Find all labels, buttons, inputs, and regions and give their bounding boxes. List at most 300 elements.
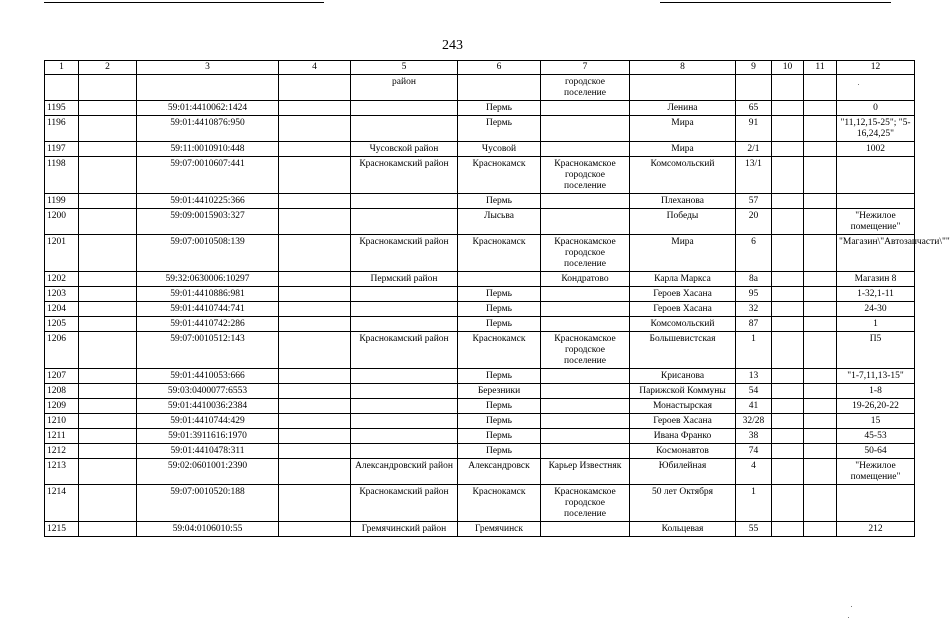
table-cell-col-9: 1 bbox=[736, 485, 772, 522]
table-cell-col-4 bbox=[279, 142, 351, 157]
table-cell-col-4 bbox=[279, 429, 351, 444]
table-cell-col-5: Краснокамский район bbox=[351, 157, 458, 194]
table-cell-col-2 bbox=[79, 287, 137, 302]
table-cell-col-3: 59:01:4410742:286 bbox=[137, 317, 279, 332]
table-cell-col-7 bbox=[541, 194, 630, 209]
table-cell-col-12: "11,12,15-25"; "5-16,24,25" bbox=[837, 116, 915, 142]
top-rule-right bbox=[660, 2, 891, 3]
table-cell-col-12: "Нежилое помещение" bbox=[837, 209, 915, 235]
table-cell-col-12: 15 bbox=[837, 414, 915, 429]
table-cell-col-10 bbox=[772, 194, 804, 209]
table-cell-col-2 bbox=[79, 522, 137, 537]
table-cell-col-4 bbox=[279, 414, 351, 429]
table-cell-col-10 bbox=[772, 444, 804, 459]
table-row bbox=[45, 485, 915, 522]
table-cell-col-3: 59:01:4410036:2384 bbox=[137, 399, 279, 414]
table-cell-col-3: 59:04:0106010:55 bbox=[137, 522, 279, 537]
table-cell-col-1: 1203 bbox=[45, 287, 79, 302]
table-cell-col-4 bbox=[279, 75, 351, 101]
table-cell-col-5 bbox=[351, 317, 458, 332]
table-cell-col-6: Краснокамск bbox=[458, 485, 541, 522]
table-cell-col-1: 1196 bbox=[45, 116, 79, 142]
table-cell-col-12: Магазин 8 bbox=[837, 272, 915, 287]
table-cell-col-4 bbox=[279, 209, 351, 235]
table-cell-col-1: 1198 bbox=[45, 157, 79, 194]
table-cell-col-11 bbox=[804, 142, 837, 157]
table-cell-col-9: 32 bbox=[736, 302, 772, 317]
table-cell-col-11 bbox=[804, 399, 837, 414]
table-cell-col-2 bbox=[79, 235, 137, 272]
table-cell-col-8: Героев Хасана bbox=[630, 302, 736, 317]
table-row bbox=[45, 157, 915, 194]
table-cell-col-11 bbox=[804, 209, 837, 235]
table-cell-col-9: 4 bbox=[736, 459, 772, 485]
table-cell-col-1: 1199 bbox=[45, 194, 79, 209]
table-cell-col-7 bbox=[541, 287, 630, 302]
table-cell-col-4 bbox=[279, 522, 351, 537]
table-cell-col-7 bbox=[541, 142, 630, 157]
table-cell-col-11 bbox=[804, 235, 837, 272]
table-cell-col-1: 1209 bbox=[45, 399, 79, 414]
table-cell-col-4 bbox=[279, 399, 351, 414]
table-cell-col-2 bbox=[79, 444, 137, 459]
table-cell-col-6: Чусовой bbox=[458, 142, 541, 157]
table-cell-col-4 bbox=[279, 194, 351, 209]
table-cell-col-10 bbox=[772, 459, 804, 485]
table-cell-col-11 bbox=[804, 157, 837, 194]
table-cell-col-8: 50 лет Октября bbox=[630, 485, 736, 522]
table-cell-col-4 bbox=[279, 116, 351, 142]
table-cell-col-11 bbox=[804, 522, 837, 537]
table-cell-col-1: 1200 bbox=[45, 209, 79, 235]
table-cell-col-2 bbox=[79, 414, 137, 429]
table-cell-col-10 bbox=[772, 235, 804, 272]
table-cell-col-3: 59:01:4410744:429 bbox=[137, 414, 279, 429]
table-cell-col-3: 59:07:0010512:143 bbox=[137, 332, 279, 369]
table-cell-col-5: Краснокамский район bbox=[351, 485, 458, 522]
table-cell-col-5: район bbox=[351, 75, 458, 101]
table-cell-col-5 bbox=[351, 302, 458, 317]
table-cell-col-6: Краснокамск bbox=[458, 332, 541, 369]
table-cell-col-2 bbox=[79, 429, 137, 444]
table-cell-col-9: 91 bbox=[736, 116, 772, 142]
table-cell-col-3: 59:07:0010607:441 bbox=[137, 157, 279, 194]
table-cell-col-12: 212 bbox=[837, 522, 915, 537]
table-cell-col-10 bbox=[772, 272, 804, 287]
table-cell-col-8: Крисанова bbox=[630, 369, 736, 384]
table-row bbox=[45, 332, 915, 369]
column-header-12: 12 bbox=[837, 61, 915, 75]
table-cell-col-5 bbox=[351, 194, 458, 209]
page-number: 243 bbox=[442, 38, 463, 53]
table-cell-col-7 bbox=[541, 414, 630, 429]
table-cell-col-4 bbox=[279, 302, 351, 317]
table-cell-col-7 bbox=[541, 317, 630, 332]
table-cell-col-8: Мира bbox=[630, 116, 736, 142]
table-cell-col-6: Пермь bbox=[458, 194, 541, 209]
table-row bbox=[45, 209, 915, 235]
table-cell-col-2 bbox=[79, 399, 137, 414]
table-cell-col-3: 59:01:4410876:950 bbox=[137, 116, 279, 142]
top-rule-left bbox=[44, 2, 324, 3]
table-cell-col-8: Парижской Коммуны bbox=[630, 384, 736, 399]
table-cell-col-3: 59:01:4410478:311 bbox=[137, 444, 279, 459]
table-cell-col-5 bbox=[351, 444, 458, 459]
table-cell-col-7 bbox=[541, 399, 630, 414]
table-cell-col-1: 1205 bbox=[45, 317, 79, 332]
table-cell-col-11 bbox=[804, 429, 837, 444]
table-cell-col-6: Краснокамск bbox=[458, 157, 541, 194]
table-cell-col-3: 59:11:0010910:448 bbox=[137, 142, 279, 157]
table-cell-col-1: 1204 bbox=[45, 302, 79, 317]
column-header-8: 8 bbox=[630, 61, 736, 75]
table-cell-col-11 bbox=[804, 317, 837, 332]
table-cell-col-10 bbox=[772, 384, 804, 399]
table-cell-col-9: 87 bbox=[736, 317, 772, 332]
table-cell-col-2 bbox=[79, 142, 137, 157]
table-cell-col-7 bbox=[541, 116, 630, 142]
table-cell-col-11 bbox=[804, 287, 837, 302]
table-cell-col-4 bbox=[279, 369, 351, 384]
table-cell-col-5 bbox=[351, 429, 458, 444]
table-row bbox=[45, 399, 915, 414]
table-cell-col-9: 8а bbox=[736, 272, 772, 287]
table-cell-col-1: 1195 bbox=[45, 101, 79, 116]
table-cell-col-8: Героев Хасана bbox=[630, 414, 736, 429]
table-cell-col-3: 59:01:3911616:1970 bbox=[137, 429, 279, 444]
table-cell-col-5: Пермский район bbox=[351, 272, 458, 287]
table-cell-col-6: Пермь bbox=[458, 116, 541, 142]
table-cell-col-7: городское поселение bbox=[541, 75, 630, 101]
table-cell-col-4 bbox=[279, 157, 351, 194]
table-row bbox=[45, 194, 915, 209]
table-cell-col-11 bbox=[804, 272, 837, 287]
table-cell-col-7 bbox=[541, 302, 630, 317]
table-cell-col-5 bbox=[351, 287, 458, 302]
table-cell-col-8: Комсомольский bbox=[630, 157, 736, 194]
table-row bbox=[45, 302, 915, 317]
table-cell-col-9 bbox=[736, 75, 772, 101]
table-cell-col-6: Краснокамск bbox=[458, 235, 541, 272]
table-cell-col-3: 59:01:4410744:741 bbox=[137, 302, 279, 317]
table-cell-col-5 bbox=[351, 116, 458, 142]
table-cell-col-1: 1215 bbox=[45, 522, 79, 537]
table-cell-col-9: 54 bbox=[736, 384, 772, 399]
table-cell-col-1: 1207 bbox=[45, 369, 79, 384]
scan-speck bbox=[848, 617, 849, 618]
table-cell-col-9: 65 bbox=[736, 101, 772, 116]
column-header-6: 6 bbox=[458, 61, 541, 75]
table-cell-col-11 bbox=[804, 384, 837, 399]
table-cell-col-2 bbox=[79, 459, 137, 485]
table-cell-col-9: 57 bbox=[736, 194, 772, 209]
table-cell-col-12: 24-30 bbox=[837, 302, 915, 317]
table-cell-col-2 bbox=[79, 101, 137, 116]
table-cell-col-10 bbox=[772, 317, 804, 332]
table-cell-col-10 bbox=[772, 485, 804, 522]
table-cell-col-12: 0 bbox=[837, 101, 915, 116]
table-row bbox=[45, 235, 915, 272]
table-cell-col-10 bbox=[772, 75, 804, 101]
table-cell-col-7: Краснокамское городское поселение bbox=[541, 235, 630, 272]
table-cell-col-12 bbox=[837, 75, 915, 101]
table-row bbox=[45, 429, 915, 444]
column-header-4: 4 bbox=[279, 61, 351, 75]
table-cell-col-12: 50-64 bbox=[837, 444, 915, 459]
table-cell-col-11 bbox=[804, 116, 837, 142]
table-cell-col-10 bbox=[772, 209, 804, 235]
table-cell-col-12: 19-26,20-22 bbox=[837, 399, 915, 414]
table-row bbox=[45, 272, 915, 287]
table-cell-col-4 bbox=[279, 332, 351, 369]
table-cell-col-4 bbox=[279, 444, 351, 459]
column-header-10: 10 bbox=[772, 61, 804, 75]
table-row bbox=[45, 522, 915, 537]
table-cell-col-10 bbox=[772, 302, 804, 317]
table-cell-col-9: 95 bbox=[736, 287, 772, 302]
column-header-3: 3 bbox=[137, 61, 279, 75]
table-cell-col-6: Пермь bbox=[458, 369, 541, 384]
table-cell-col-8: Плеханова bbox=[630, 194, 736, 209]
table-cell-col-5 bbox=[351, 209, 458, 235]
table-cell-col-12 bbox=[837, 194, 915, 209]
table-cell-col-6: Гремячинск bbox=[458, 522, 541, 537]
table-cell-col-2 bbox=[79, 116, 137, 142]
table-body bbox=[45, 75, 950, 537]
table-cell-col-8: Героев Хасана bbox=[630, 287, 736, 302]
table-cell-col-2 bbox=[79, 369, 137, 384]
table-cell-col-6: Пермь bbox=[458, 414, 541, 429]
table-cell-col-1: 1214 bbox=[45, 485, 79, 522]
table-cell-col-8: Мира bbox=[630, 142, 736, 157]
table-cell-col-12: "1-7,11,13-15" bbox=[837, 369, 915, 384]
table-cell-col-11 bbox=[804, 101, 837, 116]
table-cell-col-8: Кольцевая bbox=[630, 522, 736, 537]
table-cell-col-2 bbox=[79, 209, 137, 235]
table-cell-col-2 bbox=[79, 332, 137, 369]
table-cell-col-5 bbox=[351, 399, 458, 414]
table-cell-col-7: Кондратово bbox=[541, 272, 630, 287]
table-cell-col-6: Пермь bbox=[458, 287, 541, 302]
table-cell-col-10 bbox=[772, 399, 804, 414]
table-cell-col-6 bbox=[458, 272, 541, 287]
table-row bbox=[45, 384, 915, 399]
table-cell-col-3: 59:32:0630006:10297 bbox=[137, 272, 279, 287]
table-cell-col-9: 1 bbox=[736, 332, 772, 369]
table-cell-col-10 bbox=[772, 287, 804, 302]
table-cell-col-9: 20 bbox=[736, 209, 772, 235]
table-cell-col-3: 59:01:4410062:1424 bbox=[137, 101, 279, 116]
table-row bbox=[45, 116, 915, 142]
table-cell-col-11 bbox=[804, 75, 837, 101]
table-cell-col-4 bbox=[279, 384, 351, 399]
table-cell-col-5 bbox=[351, 384, 458, 399]
table-cell-col-12: 1 bbox=[837, 317, 915, 332]
table-cell-col-6: Пермь bbox=[458, 317, 541, 332]
table-cell-col-12: "Магазин\"Автозапчасти\"" bbox=[837, 235, 915, 272]
table-cell-col-7: Краснокамское городское поселение bbox=[541, 157, 630, 194]
table-cell-col-11 bbox=[804, 414, 837, 429]
table-cell-col-4 bbox=[279, 317, 351, 332]
table-cell-col-8: Победы bbox=[630, 209, 736, 235]
table-cell-col-11 bbox=[804, 485, 837, 522]
table-cell-col-9: 13/1 bbox=[736, 157, 772, 194]
table-cell-col-2 bbox=[79, 75, 137, 101]
table-cell-col-12 bbox=[837, 485, 915, 522]
table-cell-col-2 bbox=[79, 157, 137, 194]
table-cell-col-7 bbox=[541, 384, 630, 399]
table-cell-col-8: Большевистская bbox=[630, 332, 736, 369]
table-cell-col-10 bbox=[772, 142, 804, 157]
table-cell-col-1: 1208 bbox=[45, 384, 79, 399]
table-cell-col-1: 1213 bbox=[45, 459, 79, 485]
table-cell-col-6 bbox=[458, 75, 541, 101]
table-cell-col-4 bbox=[279, 485, 351, 522]
table-cell-col-12 bbox=[837, 157, 915, 194]
table-cell-col-8: Ивана Франко bbox=[630, 429, 736, 444]
registry-table bbox=[44, 60, 950, 537]
table-cell-col-5 bbox=[351, 101, 458, 116]
table-cell-col-12: "Нежилое помещение" bbox=[837, 459, 915, 485]
table-cell-col-3: 59:01:4410053:666 bbox=[137, 369, 279, 384]
column-header-11: 11 bbox=[804, 61, 837, 75]
table-cell-col-4 bbox=[279, 235, 351, 272]
table-cell-col-3: 59:09:0015903:327 bbox=[137, 209, 279, 235]
column-header-5: 5 bbox=[351, 61, 458, 75]
table-cell-col-11 bbox=[804, 332, 837, 369]
column-header-2: 2 bbox=[79, 61, 137, 75]
scan-speck bbox=[858, 84, 859, 85]
table-cell-col-7 bbox=[541, 209, 630, 235]
table-cell-col-8: Мира bbox=[630, 235, 736, 272]
table-cell-col-1: 1201 bbox=[45, 235, 79, 272]
table-cell-col-10 bbox=[772, 157, 804, 194]
table-cell-col-2 bbox=[79, 317, 137, 332]
table-cell-col-12: 1-32,1-11 bbox=[837, 287, 915, 302]
table-cell-col-3: 59:03:0400077:6553 bbox=[137, 384, 279, 399]
table-cell-col-1: 1211 bbox=[45, 429, 79, 444]
table-cell-col-7 bbox=[541, 444, 630, 459]
table-cell-col-10 bbox=[772, 369, 804, 384]
table-cell-col-1: 1210 bbox=[45, 414, 79, 429]
table-cell-col-11 bbox=[804, 194, 837, 209]
table-cell-col-1: 1212 bbox=[45, 444, 79, 459]
table-cell-col-10 bbox=[772, 429, 804, 444]
table-row bbox=[45, 75, 915, 101]
table-cell-col-12: 1-8 bbox=[837, 384, 915, 399]
table-cell-col-8: Космонавтов bbox=[630, 444, 736, 459]
table-cell-col-11 bbox=[804, 444, 837, 459]
table-cell-col-3: 59:07:0010520:188 bbox=[137, 485, 279, 522]
table-cell-col-8: Юбилейная bbox=[630, 459, 736, 485]
table-cell-col-1: 1206 bbox=[45, 332, 79, 369]
table-cell-col-3: 59:01:4410225:366 bbox=[137, 194, 279, 209]
table-cell-col-7 bbox=[541, 369, 630, 384]
table-row bbox=[45, 414, 915, 429]
table-cell-col-9: 38 bbox=[736, 429, 772, 444]
table-cell-col-5 bbox=[351, 414, 458, 429]
table-cell-col-6: Пермь bbox=[458, 429, 541, 444]
table-cell-col-1: 1202 bbox=[45, 272, 79, 287]
table-cell-col-7: Краснокамское городское поселение bbox=[541, 332, 630, 369]
table-cell-col-10 bbox=[772, 332, 804, 369]
table-row bbox=[45, 369, 915, 384]
table-cell-col-6: Пермь bbox=[458, 101, 541, 116]
table-cell-col-5: Чусовской район bbox=[351, 142, 458, 157]
table-cell-col-8: Ленина bbox=[630, 101, 736, 116]
table-cell-col-2 bbox=[79, 194, 137, 209]
table-cell-col-3: 59:02:0601001:2390 bbox=[137, 459, 279, 485]
table-cell-col-6: Пермь bbox=[458, 302, 541, 317]
table-cell-col-7 bbox=[541, 429, 630, 444]
table-cell-col-6: Пермь bbox=[458, 444, 541, 459]
table-cell-col-9: 41 bbox=[736, 399, 772, 414]
column-header-7: 7 bbox=[541, 61, 630, 75]
table-cell-col-5: Гремячинский район bbox=[351, 522, 458, 537]
table-row bbox=[45, 444, 915, 459]
table-cell-col-3: 59:01:4410886:981 bbox=[137, 287, 279, 302]
table-cell-col-7: Краснокамское городское поселение bbox=[541, 485, 630, 522]
table-cell-col-6: Лысьва bbox=[458, 209, 541, 235]
table-cell-col-7: Карьер Известняк bbox=[541, 459, 630, 485]
table-cell-col-4 bbox=[279, 272, 351, 287]
table-cell-col-2 bbox=[79, 302, 137, 317]
scan-speck bbox=[851, 606, 852, 607]
table-cell-col-4 bbox=[279, 459, 351, 485]
table-cell-col-9: 55 bbox=[736, 522, 772, 537]
table-cell-col-9: 13 bbox=[736, 369, 772, 384]
table-cell-col-2 bbox=[79, 272, 137, 287]
table-cell-col-5 bbox=[351, 369, 458, 384]
table-cell-col-6: Александровск bbox=[458, 459, 541, 485]
table-cell-col-8: Монастырская bbox=[630, 399, 736, 414]
table-cell-col-9: 32/28 bbox=[736, 414, 772, 429]
table-cell-col-10 bbox=[772, 101, 804, 116]
table-cell-col-12: 1002 bbox=[837, 142, 915, 157]
table-cell-col-11 bbox=[804, 459, 837, 485]
table-cell-col-4 bbox=[279, 101, 351, 116]
table-row bbox=[45, 101, 915, 116]
table-cell-col-6: Пермь bbox=[458, 399, 541, 414]
table-cell-col-3 bbox=[137, 75, 279, 101]
table-row bbox=[45, 459, 915, 485]
table-row bbox=[45, 142, 915, 157]
table-cell-col-9: 74 bbox=[736, 444, 772, 459]
table-cell-col-2 bbox=[79, 485, 137, 522]
table-cell-col-8: Карла Маркса bbox=[630, 272, 736, 287]
table-cell-col-10 bbox=[772, 414, 804, 429]
table-cell-col-5: Краснокамский район bbox=[351, 235, 458, 272]
table-cell-col-2 bbox=[79, 384, 137, 399]
header-row bbox=[45, 61, 915, 75]
table-cell-col-7 bbox=[541, 101, 630, 116]
column-header-1: 1 bbox=[45, 61, 79, 75]
table-row bbox=[45, 317, 915, 332]
table-cell-col-4 bbox=[279, 287, 351, 302]
table-cell-col-1 bbox=[45, 75, 79, 101]
table-cell-col-12: П5 bbox=[837, 332, 915, 369]
table-cell-col-11 bbox=[804, 369, 837, 384]
table-cell-col-5: Краснокамский район bbox=[351, 332, 458, 369]
table-cell-col-11 bbox=[804, 302, 837, 317]
table-cell-col-7 bbox=[541, 522, 630, 537]
table-cell-col-9: 2/1 bbox=[736, 142, 772, 157]
table-cell-col-5: Александровский район bbox=[351, 459, 458, 485]
table-cell-col-10 bbox=[772, 116, 804, 142]
table-cell-col-8: Комсомольский bbox=[630, 317, 736, 332]
table-row bbox=[45, 287, 915, 302]
table-cell-col-6: Березники bbox=[458, 384, 541, 399]
